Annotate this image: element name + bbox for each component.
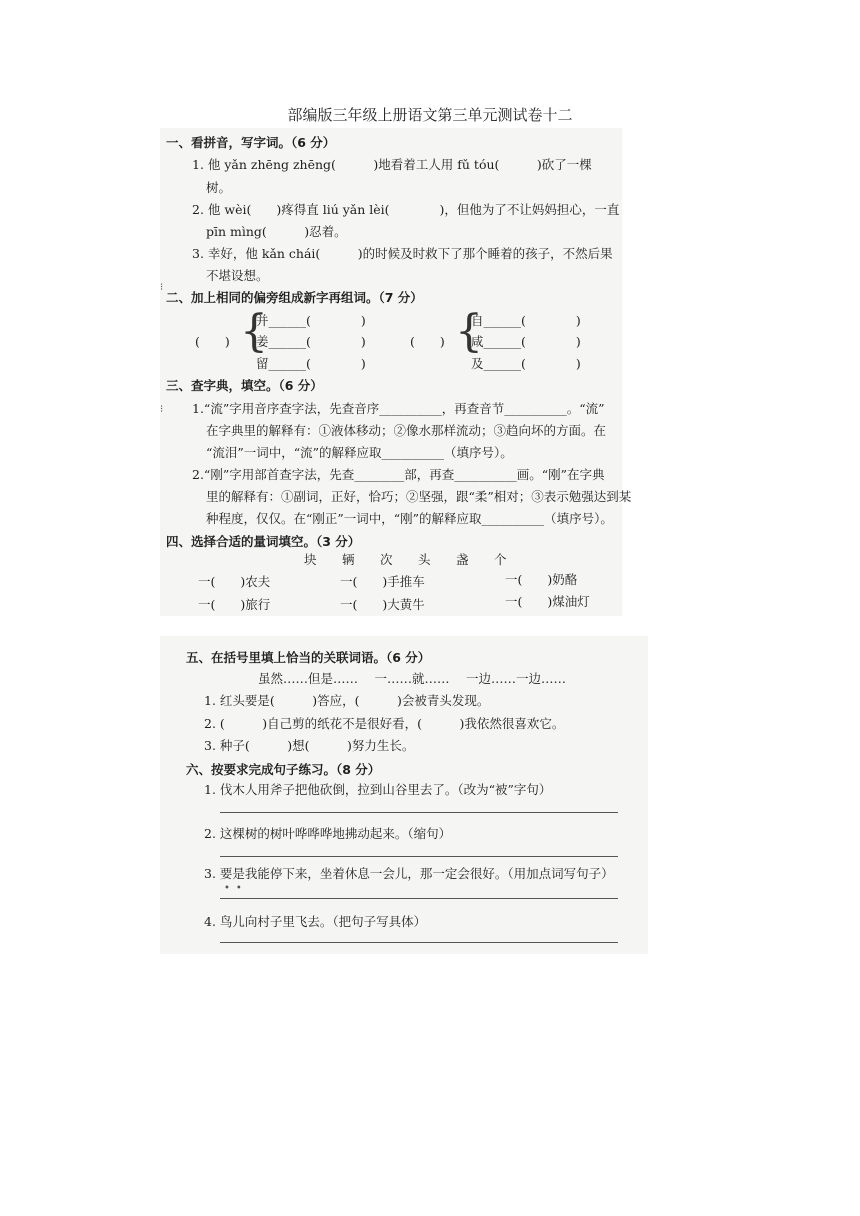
s4-item-6: 一( )煤油灯	[505, 594, 590, 609]
section-1-heading: 一、看拼音，写字词。（6 分）	[166, 135, 336, 150]
s2-left-item-3: 留______( )	[256, 356, 366, 371]
s5-question-2: 2. ( )自己剪的纸花不是很好看，( )我依然很喜欢它。	[204, 716, 565, 731]
s4-item-5: 一( )大黄牛	[340, 597, 425, 612]
answer-line[interactable]	[220, 898, 618, 899]
s4-item-2: 一( )手推车	[340, 574, 425, 589]
s1-question-3-line-2: 不堪设想。	[206, 268, 269, 283]
section-4-heading: 四、选择合适的量词填空。（3 分）	[166, 534, 361, 549]
s3-line-6: 种程度，仅仅。在“刚正”一词中，“刚”的解释应取__________（填序号）。	[206, 511, 613, 526]
s4-item-1: 一( )农夫	[198, 574, 271, 589]
emphasis-dots: ••	[224, 883, 248, 894]
s2-right-item-2: 咸______( )	[471, 334, 581, 349]
s4-item-4: 一( )旅行	[198, 597, 271, 612]
answer-line[interactable]	[220, 856, 618, 857]
s6-question-3: 3. 要是我能停下来，坐着休息一会儿，那一定会很好。（用加点词写句子）	[204, 866, 614, 881]
s1-question-1-line-1: 1. 他 yǎn zhēng zhēng( )地看着工人用 fǔ tóu( )砍了一棵	[192, 157, 592, 172]
s4-word: 辆	[342, 552, 355, 567]
s1-question-2-line-1: 2. 他 wèi( )疼得直 liú yǎn lèi( )，但他为了不让妈妈担心，一直	[192, 202, 620, 217]
answer-line[interactable]	[220, 942, 618, 943]
s2-right-paren: ( )	[410, 334, 445, 349]
s6-question-2: 2. 这棵树的树叶哗哗哗地拂动起来。（缩句）	[204, 826, 452, 841]
section-5-heading: 五、在括号里填上恰当的关联词语。（6 分）	[186, 650, 431, 665]
s2-left-item-1: 并______( )	[256, 313, 366, 328]
s3-line-1: 1.“流”字用音序查字法，先查音序__________，再查音节__________。“流”	[192, 401, 605, 416]
section-2-heading: 二、加上相同的偏旁组成新字再组词。（7 分）	[166, 290, 423, 305]
s2-right-item-1: 自______( )	[471, 313, 581, 328]
s3-line-4: 2.“刚”字用部首查字法，先查________部，再查__________画。“刚”在字典	[192, 467, 605, 482]
s2-left-item-2: 姜______( )	[256, 334, 366, 349]
s4-word: 块	[304, 552, 317, 567]
s4-word: 个	[494, 552, 507, 567]
scan-edge-mark: ⁝	[160, 282, 164, 293]
s4-word: 盏	[456, 552, 469, 567]
left-brace-icon: {	[455, 306, 483, 357]
section-6-heading: 六、按要求完成句子练习。（8 分）	[186, 762, 381, 777]
document-title: 部编版三年级上册语文第三单元测试卷十二	[287, 106, 573, 124]
s2-left-paren: ( )	[195, 334, 230, 349]
s3-line-2: 在字典里的解释有：①液体移动；②像水那样流动；③趋向坏的方面。在	[206, 423, 607, 438]
scan-edge-mark: ⁝	[160, 404, 164, 415]
s6-question-4: 4. 鸟儿向村子里飞去。（把句子写具体）	[204, 914, 427, 929]
s5-question-1: 1. 红头要是( )答应，( )会被青头发现。	[204, 693, 490, 708]
answer-line[interactable]	[220, 812, 618, 813]
s4-item-3: 一( )奶酪	[505, 572, 578, 587]
s4-word: 次	[380, 552, 393, 567]
s6-question-1: 1. 伐木人用斧子把他砍倒，拉到山谷里去了。（改为“被”字句）	[204, 782, 552, 797]
s5-question-3: 3. 种子( )想( )努力生长。	[204, 738, 415, 753]
s1-question-3-line-1: 3. 幸好，他 kǎn chái( )的时候及时救下了那个睡着的孩子，不然后果	[192, 246, 613, 261]
s1-question-2-line-2: pīn mìng( )忍着。	[206, 224, 347, 239]
s2-right-item-3: 及______( )	[471, 356, 581, 371]
s3-line-5: 里的解释有：①副词，正好，恰巧；②坚强，跟“柔”相对；③表示勉强达到某	[206, 489, 632, 504]
s3-line-3: “流泪”一词中，“流”的解释应取__________（填序号）。	[206, 445, 513, 460]
s1-question-1-line-2: 树。	[206, 180, 232, 195]
left-brace-icon: {	[240, 306, 268, 357]
section-3-heading: 三、查字典，填空。（6 分）	[166, 378, 323, 393]
s4-word: 头	[418, 552, 431, 567]
s5-word-bank: 虽然……但是…… 一……就…… 一边……一边……	[258, 671, 566, 686]
